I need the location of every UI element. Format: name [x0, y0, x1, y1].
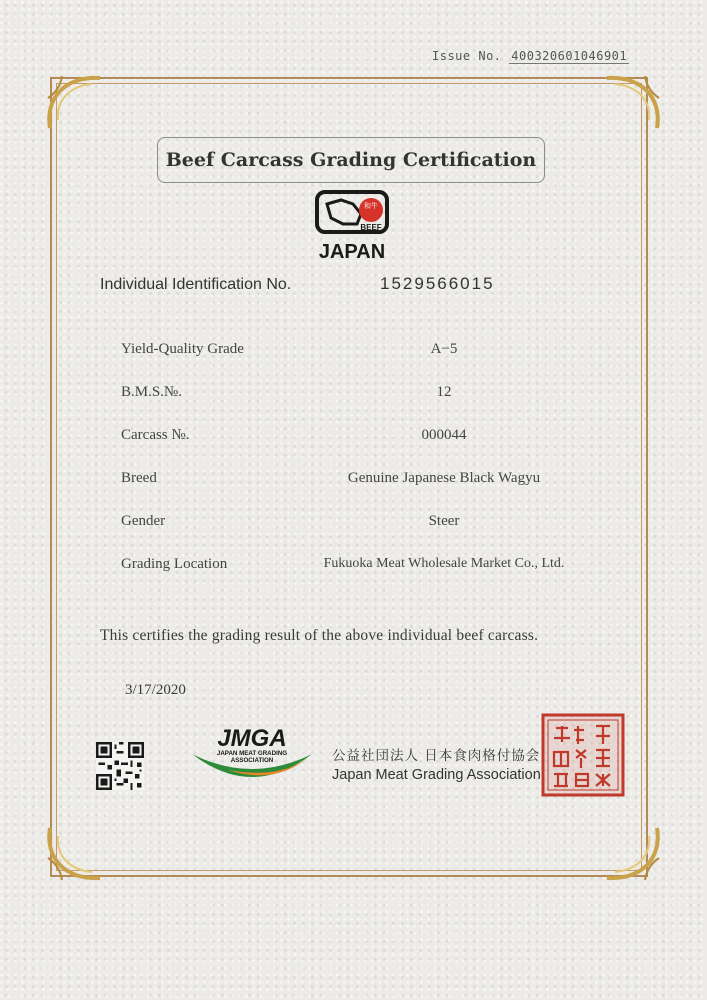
- jmga-subtitle-line2: ASSOCIATION: [230, 757, 274, 764]
- identification-value: 1529566015: [380, 274, 495, 293]
- carcass-number-label: Carcass №.: [121, 427, 190, 443]
- identification-label: Individual Identification No.: [100, 276, 292, 293]
- breed-label: Breed: [121, 470, 157, 486]
- wagyu-beef-japan-logo-icon: [313, 190, 391, 262]
- jmga-logo-icon: [188, 724, 316, 790]
- certificate-title: Beef Carcass Grading Certification: [157, 137, 545, 183]
- detail-row: [0, 513, 707, 535]
- ornament-corner-top-left-icon: [40, 68, 110, 138]
- carcass-number-value: 000044: [421, 427, 467, 443]
- detail-row: [0, 384, 707, 406]
- yield-quality-grade-value: A−5: [430, 341, 458, 357]
- gender-value: Steer: [428, 513, 460, 529]
- logo-kanji: 和牛: [364, 202, 378, 210]
- bms-number-label: B.M.S.№.: [121, 384, 182, 400]
- issue-label: Issue No.: [432, 49, 502, 63]
- detail-row: [0, 427, 707, 449]
- grading-location-value: Fukuoka Meat Wholesale Market Co., Ltd.: [323, 556, 565, 571]
- breed-value: Genuine Japanese Black Wagyu: [347, 470, 541, 486]
- yield-quality-grade-label: Yield-Quality Grade: [121, 341, 244, 357]
- ornament-corner-bottom-left-icon: [40, 818, 110, 888]
- association-name-english: Japan Meat Grading Association: [332, 767, 541, 783]
- gender-label: Gender: [121, 513, 166, 529]
- logo-beef-text: BEEF: [360, 223, 382, 232]
- association-name-japanese: 公益社団法人 日本食肉格付協会: [332, 748, 541, 764]
- jmga-letters: JMGA: [217, 725, 287, 752]
- logo-japan-text: JAPAN: [318, 241, 386, 262]
- detail-row: [0, 556, 707, 578]
- official-seal-icon: [540, 712, 626, 798]
- ornament-corner-bottom-right-icon: [597, 818, 667, 888]
- issue-number: [432, 49, 629, 63]
- jmga-subtitle-line1: JAPAN MEAT GRADING: [216, 750, 288, 757]
- qr-code-icon: [96, 742, 144, 790]
- issue-value: 400320601046901: [511, 49, 628, 63]
- detail-row: [0, 470, 707, 492]
- detail-row: [0, 341, 707, 363]
- bms-number-value: 12: [436, 384, 452, 400]
- grading-location-label: Grading Location: [121, 556, 228, 572]
- ornament-corner-top-right-icon: [597, 68, 667, 138]
- issue-date: 3/17/2020: [125, 682, 186, 698]
- certification-statement: This certifies the grading result of the above individual beef carcass.: [100, 627, 539, 644]
